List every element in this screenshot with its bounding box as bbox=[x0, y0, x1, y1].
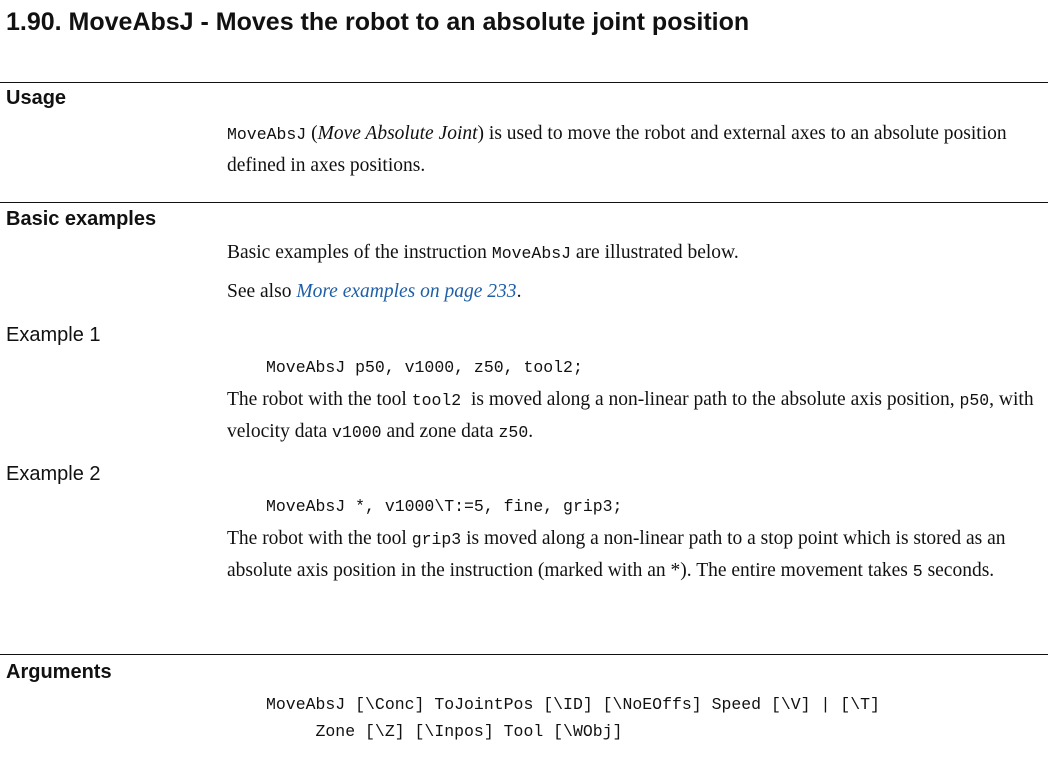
more-examples-link[interactable]: More examples on page 233 bbox=[296, 281, 517, 302]
example1-code-term: z50 bbox=[498, 423, 529, 442]
example1-text-part: . bbox=[528, 421, 534, 442]
example1-code-term: p50 bbox=[959, 391, 990, 410]
example2-title: Example 2 bbox=[6, 463, 101, 485]
example1-text-part: and zone data bbox=[381, 421, 499, 442]
usage-italic: Move Absolute Joint bbox=[317, 123, 478, 144]
example1-text-part: The robot with the tool bbox=[227, 389, 412, 410]
usage-text-part: ) is used to move the robot and external axes to an absolute position defined in axes positions. bbox=[227, 123, 1007, 176]
section-divider bbox=[0, 82, 1048, 83]
example2-text-part: is moved along a non-linear path to a stop point which is stored as an absolute axis position in the instruction (marked with an *). The entire movement takes bbox=[227, 528, 1006, 581]
example2-text-part: The robot with the tool bbox=[227, 528, 412, 549]
example2-code-term: grip3 bbox=[411, 530, 462, 549]
basic-intro-part: are illustrated below. bbox=[571, 242, 739, 263]
example1-code-term: tool2 bbox=[411, 391, 462, 410]
example2-text-part: seconds. bbox=[922, 560, 995, 581]
example2-text bbox=[227, 523, 1046, 587]
section-divider bbox=[0, 654, 1048, 655]
see-also-part: See also bbox=[227, 281, 297, 302]
usage-text-part: ( bbox=[306, 123, 318, 144]
page-title: 1.90. MoveAbsJ - Moves the robot to an absolute joint position bbox=[6, 8, 750, 36]
basic-intro-code: MoveAbsJ bbox=[491, 244, 572, 263]
basic-examples-heading: Basic examples bbox=[6, 208, 157, 230]
see-also bbox=[227, 276, 1046, 307]
usage-heading: Usage bbox=[6, 87, 67, 109]
basic-intro-part: Basic examples of the instruction bbox=[227, 242, 492, 263]
section-divider bbox=[0, 202, 1048, 203]
example1-code-term: v1000 bbox=[332, 423, 382, 442]
example1-title: Example 1 bbox=[6, 324, 101, 346]
usage-text bbox=[227, 118, 1046, 181]
usage-code: MoveAbsJ bbox=[227, 125, 307, 144]
basic-intro bbox=[227, 237, 1046, 269]
arguments-syntax-line2: Zone [\Z] [\Inpos] Tool [\WObj] bbox=[266, 722, 623, 741]
see-also-part: . bbox=[516, 281, 522, 302]
example1-text-part: , with velocity data bbox=[227, 389, 1034, 442]
example1-text bbox=[227, 384, 1046, 448]
arguments-syntax-line1: MoveAbsJ [\Conc] ToJointPos [\ID] [\NoEOffs] Speed [\V] | [\T] bbox=[266, 695, 880, 714]
example2-code-term: 5 bbox=[912, 562, 923, 581]
arguments-heading: Arguments bbox=[6, 661, 112, 683]
example2-code: MoveAbsJ *, v1000\T:=5, fine, grip3; bbox=[266, 497, 623, 516]
example1-code: MoveAbsJ p50, v1000, z50, tool2; bbox=[266, 358, 583, 377]
example1-text-part: is moved along a non-linear path to the absolute axis position, bbox=[461, 389, 960, 410]
